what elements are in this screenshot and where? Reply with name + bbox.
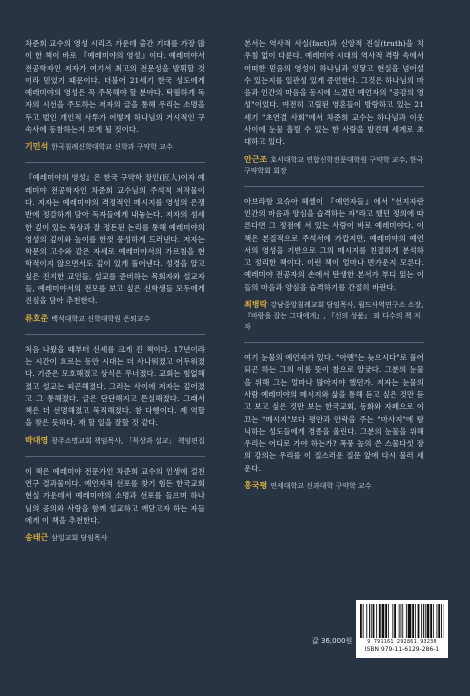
endorsement bbox=[25, 38, 205, 153]
endorsement bbox=[244, 38, 424, 177]
barcode-bar bbox=[408, 604, 412, 638]
endorsement bbox=[244, 352, 424, 492]
barcode-bar bbox=[425, 604, 426, 638]
barcode-bar bbox=[427, 604, 430, 638]
barcode-bar bbox=[437, 604, 438, 638]
endorser-name: 기민석 bbox=[25, 142, 49, 152]
barcode-bar bbox=[394, 604, 396, 638]
barcode-bar bbox=[373, 604, 375, 638]
barcode-bar bbox=[418, 604, 420, 638]
endorsement-divider bbox=[244, 186, 424, 187]
barcode-bar bbox=[430, 604, 432, 638]
endorser-role: 강남중앙침례교회 담임목사, 월드사역연구소 소장, 『바람을 잡는 그대에게』, 『신의 성품』 외 다수의 책 저자 bbox=[244, 301, 424, 332]
barcode-digits: 9 791161 292861 93230 bbox=[367, 639, 437, 645]
endorser-byline bbox=[244, 299, 424, 333]
endorsement bbox=[25, 344, 205, 447]
endorser-name: 최병락 bbox=[244, 300, 268, 310]
endorser-byline bbox=[25, 532, 205, 544]
barcode-bar bbox=[399, 604, 400, 638]
barcode-bar bbox=[433, 604, 434, 638]
barcode-bar bbox=[415, 604, 416, 638]
barcode-bar bbox=[379, 604, 381, 638]
endorsement-text: 본서는 역사적 사실(fact)과 신앙적 진실(truth)을 치우침 없이 다룬다. 예레미야 시대의 역사적 격랑 속에서 어떠한 믿음의 영성이 하나님과 잇닿고 현실을 넘어설 수 있는지를 일관성 있게 증언한다. 그것은 하나님의 마음과 인간의 마음을 동시에 느꼈던 예언자의 "공감의 영성"이었다. 여전히 고립된 영혼들이 방랑하고 있는 21세기 "초연결 사회"에서 차준희 교수는 하나님과 이웃 사이에 눈물 흘릴 수 있는 한 사람을 발견해 세계로 초대하고 있다. bbox=[244, 39, 424, 147]
barcode-bar bbox=[423, 604, 424, 638]
barcode-bar bbox=[412, 604, 414, 638]
endorsement-text: 이 책은 예레미야 전문가인 차준희 교수의 인생에 걸친 연구 결과물이다. 예언자적 선포를 찾기 힘든 한국교회 현실 가운데서 예레미야의 소명과 선포를 들으며 하나님의 공의와 사랑을 함께 설교하고 깨닫고자 하는 자들에게 이 책을 추천한다. bbox=[25, 466, 205, 525]
endorsement-text: 여기 눈물의 예언자가 있다. "아멘"는 늦으시다"로 풀어되곤 하는 그의 이름 뜻이 참으로 알궂다. 그분의 눈물을 위해 그는 얼마나 많아지야 했던가. 저자는 눈물의 사람 예레미야의 메시지와 삶을 통해 듣고 싶은 것만 듣고 보고 싶은 것만 보는 한국교회, 동화와 자폐으로 이끄는 "메시지"보다 평안과 안락을 주는 "마사지"에 탐닉하는 성도들에게 경종을 울린다. 그분의 눈물을 위해 우리는 어디로 가야 하는가? 폭풍 높의 쓴 스물다섯 장의 강의는 우리를 이 질스러운 질문 앞에 다시 불러 세운다. bbox=[244, 353, 424, 473]
right-column bbox=[244, 38, 424, 492]
endorsement-text: 차준희 교수의 영성 시리즈 가운데 출간 기대를 가장 많이 한 책이 바로 『예레미야의 영성』이다. 예레미야서 전공학자인 저자가 여기서 최고의 전문성을 발휘할 것이라 믿었기 때문이다. 더불어 21세기 한국 성도에게 예레미야의 영성은 꼭 주목해야 할 분야다. 탁월하게 독자의 시선을 주도하는 저자의 글을 통해 우리는 소명을 두고 벌인 개인적 사투가 어떻게 하나님의 거시적인 구속사에 동참하는지 보게 될 것이다. bbox=[25, 39, 205, 135]
barcode-bar bbox=[363, 604, 364, 638]
endorser-name: 홍국평 bbox=[244, 481, 268, 491]
left-column bbox=[25, 38, 205, 544]
barcode-bar bbox=[360, 604, 362, 638]
endorsement-divider bbox=[25, 162, 205, 163]
isbn-barcode bbox=[356, 600, 448, 658]
barcode-bar bbox=[401, 604, 402, 638]
barcode-bar bbox=[402, 604, 403, 638]
barcode-bar bbox=[406, 604, 407, 638]
endorser-role: 삼일교회 담임목사 bbox=[51, 534, 108, 543]
endorser-byline bbox=[25, 435, 205, 447]
endorser-byline bbox=[25, 313, 205, 325]
barcode-bar bbox=[382, 604, 385, 638]
endorsement bbox=[25, 466, 205, 544]
price-label: 값 36,000원 bbox=[312, 637, 353, 645]
endorser-role: 한국침례신학대학교 신학과 구약학 교수 bbox=[51, 143, 173, 152]
endorser-name: 안근조 bbox=[244, 154, 268, 164]
barcode-bar bbox=[388, 604, 389, 638]
barcode-bar bbox=[376, 604, 377, 638]
barcode-bar bbox=[366, 604, 367, 638]
barcode-bar bbox=[371, 604, 372, 638]
endorsement-text: 『예레미야의 영성』은 한국 구약학 장인(匠人)이자 예레미야 전공학자인 차준희 교수님의 주석적 저작물이다. 저자는 예레미야의 격정적인 메시지를 영성의 은쟁반에 정갈하게 담아 독자들에게 내놓는다. 저자의 섬세한 깊이 있는 묵상과 잘 정돈된 논리를 통해 예레미야의 영성의 깊이와 높이를 한껏 풍성하게 드러낸다. 저자는 학문의 고수와 같은 자세로 예레미야서의 가르침을 현학적이지 않으면서도 깊이 있게 풀어낸다. 성경을 알고 싶은 진지한 교인들, 설교를 준비하는 목회자와 설교자들, 예레미야서의 전모를 보고 싶은 신학생들 모두에게 진심을 담아 추천한다. bbox=[25, 173, 205, 306]
barcode-bar bbox=[421, 604, 422, 638]
endorser-name: 류호준 bbox=[25, 313, 49, 323]
endorser-role: 호서대학교 연합신학전문대학원 구약학 교수, 한국구약학회 회장 bbox=[244, 155, 424, 175]
barcode-bar bbox=[441, 604, 442, 638]
endorsement-text: 아브라함 요슈아 헤셸이 『예언자들』에서 "선지자란 인간의 마음과 양심을 습격하는 자"라고 했던 정의에 따른다면 그 정점에 서 있는 사람이 바로 예레미야다. 이 책은 본질적으로 주석서에 가깝지만, 예레미야의 예언서의 영성을 기반으로 그의 메시지를 친절하게 분석하고 정리한 책이다. 이런 책이 얼마나 반가운지 모른다. 예레미야 전공자의 손에서 탄생한 본서가 부디 읽는 이들의 마음과 양심을 습격하기를 간절히 바란다. bbox=[244, 196, 424, 292]
endorser-byline bbox=[25, 141, 205, 153]
endorser-name: 송태근 bbox=[25, 533, 49, 543]
barcode-bar bbox=[369, 604, 370, 638]
endorsement-text: 처음 나왔을 때부터 신세를 크게 진 책이다. 17년이라는 시간이 흐르는 동안 시대는 더 사나워졌고 어두워졌다. 기준은 모호해졌고 상식은 무너졌다. 교회는 힘없해졌고 설교는 피곤해졌다. 그러는 사이에 저자는 깊어졌고 그 통해졌다. 글은 단단해지고 튼실해졌다. 그래서 책은 더 선명해졌고 묵직해졌다. 참 다행이다. 제 역할을 찾은 듯하다. 재 할 일을 잘할 것 같다. bbox=[25, 344, 205, 428]
endorsement-divider bbox=[25, 456, 205, 457]
endorser-role: 백석대학교 신학대학원 은퇴교수 bbox=[51, 314, 151, 323]
barcode-bar bbox=[438, 604, 440, 638]
endorser-byline bbox=[244, 154, 424, 177]
endorser-byline bbox=[244, 480, 424, 492]
endorsement-divider bbox=[244, 342, 424, 343]
endorsement bbox=[244, 196, 424, 333]
endorser-name: 박대영 bbox=[25, 435, 49, 445]
isbn-number: ISBN 979-11-6129-286-1 bbox=[364, 646, 440, 653]
endorsement bbox=[25, 172, 205, 324]
endorsement-divider bbox=[25, 334, 205, 335]
endorser-role: 연세대학교 신과대학 구약학 교수 bbox=[270, 482, 372, 491]
barcode-bar bbox=[385, 604, 387, 638]
barcode-bar bbox=[392, 604, 393, 638]
barcode-bars bbox=[360, 604, 444, 638]
endorser-role: 광주소명교회 책임목사, 「묵상과 설교」 책임편집 bbox=[51, 436, 205, 445]
